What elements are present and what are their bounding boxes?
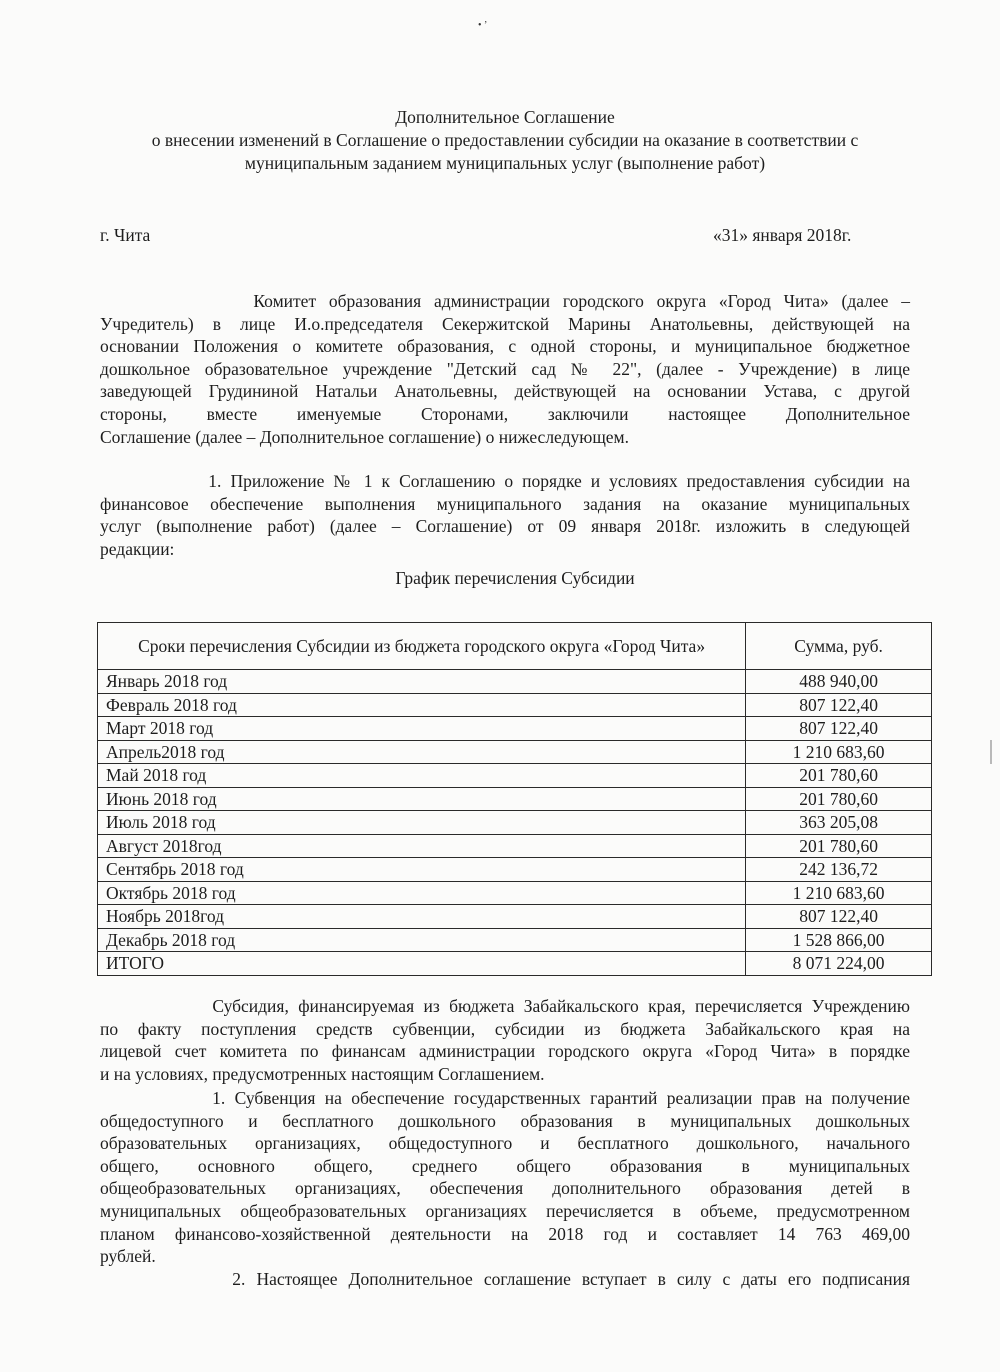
total-label: ИТОГО [98, 952, 746, 976]
text-line: рублей. [100, 1246, 156, 1267]
amount-cell: 242 136,72 [746, 858, 932, 882]
table-row [98, 693, 932, 717]
period-cell: Июль 2018 год [98, 811, 746, 835]
subvention-paragraph [100, 1087, 910, 1268]
text-line: Комитет образования администрации городского округа «Город Чита» (далее – [100, 291, 910, 311]
table-row [98, 905, 932, 929]
text-line: Учредитель) в лице И.о.председателя Секержитской Марины Анатольевны, действующей на [100, 313, 910, 334]
table-row [98, 834, 932, 858]
table-row [98, 858, 932, 882]
amount-cell: 807 122,40 [746, 905, 932, 929]
text-line: финансовое обеспечение выполнения муниципального задания на оказание муниципальных [100, 493, 910, 514]
text-line: 1. Приложение № 1 к Соглашению о порядке и условиях предоставления субсидии на [100, 471, 910, 491]
total-row [98, 952, 932, 976]
text-line: по факту поступления средств субвенции, субсидии из бюджета Забайкальского края на [100, 1018, 910, 1039]
table-row [98, 764, 932, 788]
text-line: Субсидия, финансируемая из бюджета Забайкальского края, перечисляется Учреждению [100, 996, 910, 1016]
text-line: дошкольное образовательное учреждение "Детский сад № 22", (далее - Учреждение) в лице [100, 358, 910, 379]
amount-cell: 201 780,60 [746, 764, 932, 788]
period-cell: Февраль 2018 год [98, 693, 746, 717]
amount-cell: 807 122,40 [746, 717, 932, 741]
period-column-header: Сроки перечисления Субсидии из бюджета городского округа «Город Чита» [98, 623, 746, 670]
table-row [98, 811, 932, 835]
table-row [98, 787, 932, 811]
period-cell: Сентябрь 2018 год [98, 858, 746, 882]
text-line: муниципальных общеобразовательных организациях перечисляется в объеме, предусмотренном [100, 1200, 910, 1221]
text-line: редакции: [100, 538, 175, 559]
text-line: образовательных организациях, общедоступного и бесплатного дошкольного, начального [100, 1133, 910, 1154]
text-line: планом финансово-хозяйственной деятельности на 2018 год и составляет 14 763 469,00 [100, 1223, 910, 1244]
text-line: стороны, вместе именуемые Сторонами, заключили настоящее Дополнительное [100, 403, 910, 424]
text-line: общеобразовательных организациях, обеспечения дополнительного образования детей в [100, 1178, 910, 1199]
period-cell: Май 2018 год [98, 764, 746, 788]
period-cell: Апрель2018 год [98, 740, 746, 764]
text-line: и на условиях, предусмотренных настоящим Соглашением. [100, 1063, 545, 1084]
text-line: 2. Настоящее Дополнительное соглашение вступает в силу с даты его подписания [100, 1269, 910, 1289]
agreement-date: «31» января 2018г. [713, 225, 852, 245]
table-row [98, 717, 932, 741]
place-of-signing: г. Чита [100, 225, 151, 245]
clause-1-paragraph [100, 470, 910, 560]
parties-paragraph [100, 290, 910, 448]
period-cell: Март 2018 год [98, 717, 746, 741]
amount-cell: 363 205,08 [746, 811, 932, 835]
document-title [80, 106, 930, 175]
period-cell: Июнь 2018 год [98, 787, 746, 811]
text-line: заведующей Грудининой Натальи Анатольевны, действующей на основании Устава, с другой [100, 381, 910, 402]
text-line: Соглашение (далее – Дополнительное соглашение) о нижеследующем. [100, 426, 630, 447]
period-cell: Январь 2018 год [98, 670, 746, 694]
text-line: общедоступного и бесплатного дошкольного образования в муниципальных дошкольных [100, 1110, 910, 1131]
table-row [98, 670, 932, 694]
text-line: общего, основного общего, среднего общего образования в муниципальных [100, 1155, 910, 1176]
title-line-2: о внесении изменений в Соглашение о предоставлении субсидии на оказание в соответствии с [151, 130, 859, 150]
table-row [98, 881, 932, 905]
amount-cell: 1 210 683,60 [746, 740, 932, 764]
table-row [98, 928, 932, 952]
amount-cell: 201 780,60 [746, 787, 932, 811]
text-line: основании Положения о комитете образования, с одной стороны, и муниципальное бюджетное [100, 336, 910, 357]
scan-artifact [990, 740, 992, 764]
amount-cell: 1 528 866,00 [746, 928, 932, 952]
subsidy-transfer-paragraph [100, 995, 910, 1085]
title-line-1: Дополнительное Соглашение [395, 107, 615, 127]
amount-cell: 807 122,40 [746, 693, 932, 717]
subsidy-schedule-table [97, 622, 932, 976]
period-cell: Ноябрь 2018год [98, 905, 746, 929]
effective-date-paragraph [100, 1268, 910, 1291]
text-line: 1. Субвенция на обеспечение государственных гарантий реализации прав на получение [100, 1088, 910, 1108]
scan-mark: • ’ [478, 20, 488, 31]
table-header-row [98, 623, 932, 670]
schedule-title: График перечисления Субсидии [395, 568, 635, 588]
amount-cell: 1 210 683,60 [746, 881, 932, 905]
title-line-3: муниципальным заданием муниципальных услуг (выполнение работ) [244, 153, 766, 173]
amount-column-header: Сумма, руб. [746, 623, 932, 670]
amount-cell: 488 940,00 [746, 670, 932, 694]
amount-cell: 201 780,60 [746, 834, 932, 858]
text-line: лицевой счет комитета по финансам администрации городского округа «Город Чита» в порядке [100, 1041, 910, 1062]
period-cell: Декабрь 2018 год [98, 928, 746, 952]
total-amount: 8 071 224,00 [746, 952, 932, 976]
table-row [98, 740, 932, 764]
text-line: услуг (выполнение работ) (далее – Соглашение) от 09 января 2018г. изложить в следующей [100, 516, 910, 537]
period-cell: Октябрь 2018 год [98, 881, 746, 905]
period-cell: Август 2018год [98, 834, 746, 858]
